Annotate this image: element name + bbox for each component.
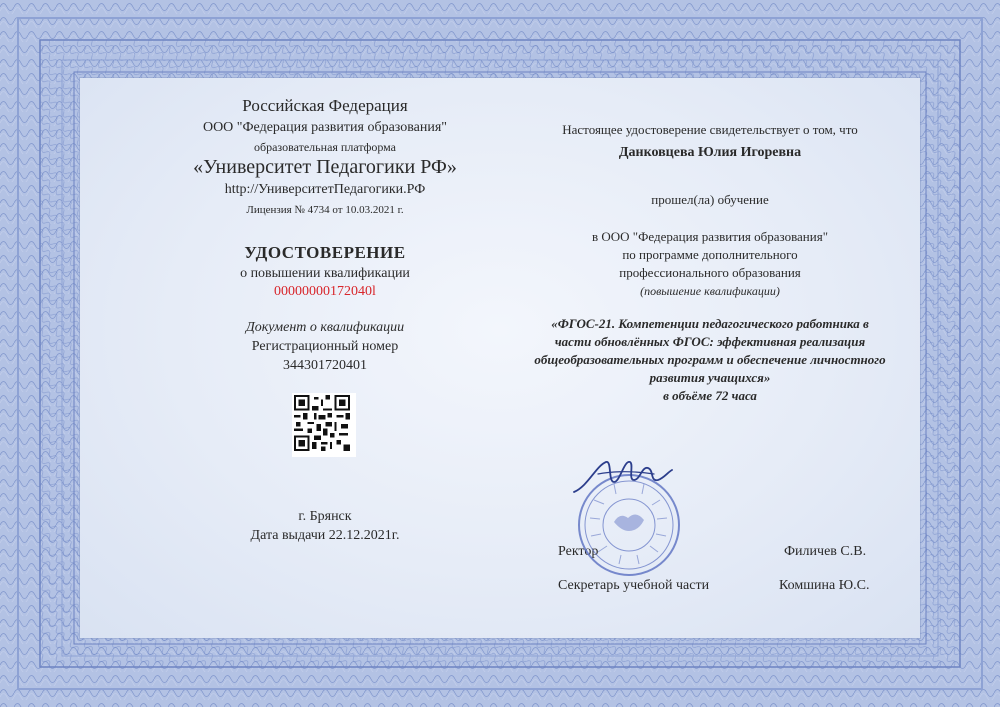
issue-date: Дата выдачи 22.12.2021г. — [250, 528, 400, 543]
qualification-doc-label: Документ о квалификации — [245, 320, 405, 335]
left-column — [80, 78, 570, 638]
course-line-4: развития учащихся» — [649, 370, 771, 385]
license-info: Лицензия № 4734 от 10.03.2021 г. — [246, 204, 404, 216]
program-line-1: по программе дополнительного — [622, 247, 798, 262]
organization-name: ООО "Федерация развития образования" — [202, 120, 448, 135]
rector-name: Филичев С.В. — [784, 544, 867, 559]
platform-name: «Университет Педагогики РФ» — [193, 156, 457, 178]
rector-label: Ректор — [558, 544, 599, 559]
course-hours: в объёме 72 часа — [663, 388, 757, 403]
completed-training: прошел(ла) обучение — [651, 192, 769, 207]
qr-code-icon[interactable] — [292, 393, 356, 457]
doc-title: УДОСТОВЕРЕНИЕ — [244, 243, 406, 262]
doc-number: 00000000172040l — [274, 284, 376, 299]
course-line-2: части обновлённых ФГОС: эффективная реализация — [554, 334, 866, 349]
reg-number-label: Регистрационный номер — [251, 339, 399, 354]
program-line-2: профессионального образования — [619, 265, 801, 280]
doc-subtitle: о повышении квалификации — [240, 266, 410, 281]
country-name: Российская Федерация — [242, 96, 408, 115]
course-line-3: общеобразовательных программ и обеспечение личностного — [534, 352, 886, 367]
secretary-name: Комшина Ю.С. — [779, 578, 870, 593]
course-line-1: «ФГОС-21. Компетенции педагогического работника в — [551, 316, 869, 331]
program-type: (повышение квалификации) — [640, 284, 780, 298]
website-link[interactable]: http://УниверситетПедагогики.РФ — [224, 182, 426, 197]
org-line: в ООО "Федерация развития образования" — [591, 229, 829, 244]
rector-signature-icon — [568, 452, 678, 502]
certificate-body — [80, 78, 920, 638]
reg-number: 344301720401 — [283, 358, 367, 373]
secretary-label: Секретарь учебной части — [558, 578, 710, 593]
platform-label: образовательная платформа — [253, 140, 397, 154]
certifies-text: Настоящее удостоверение свидетельствует о том, что — [562, 122, 858, 137]
city: г. Брянск — [298, 509, 352, 524]
person-name: Данковцева Юлия Игоревна — [618, 145, 802, 160]
